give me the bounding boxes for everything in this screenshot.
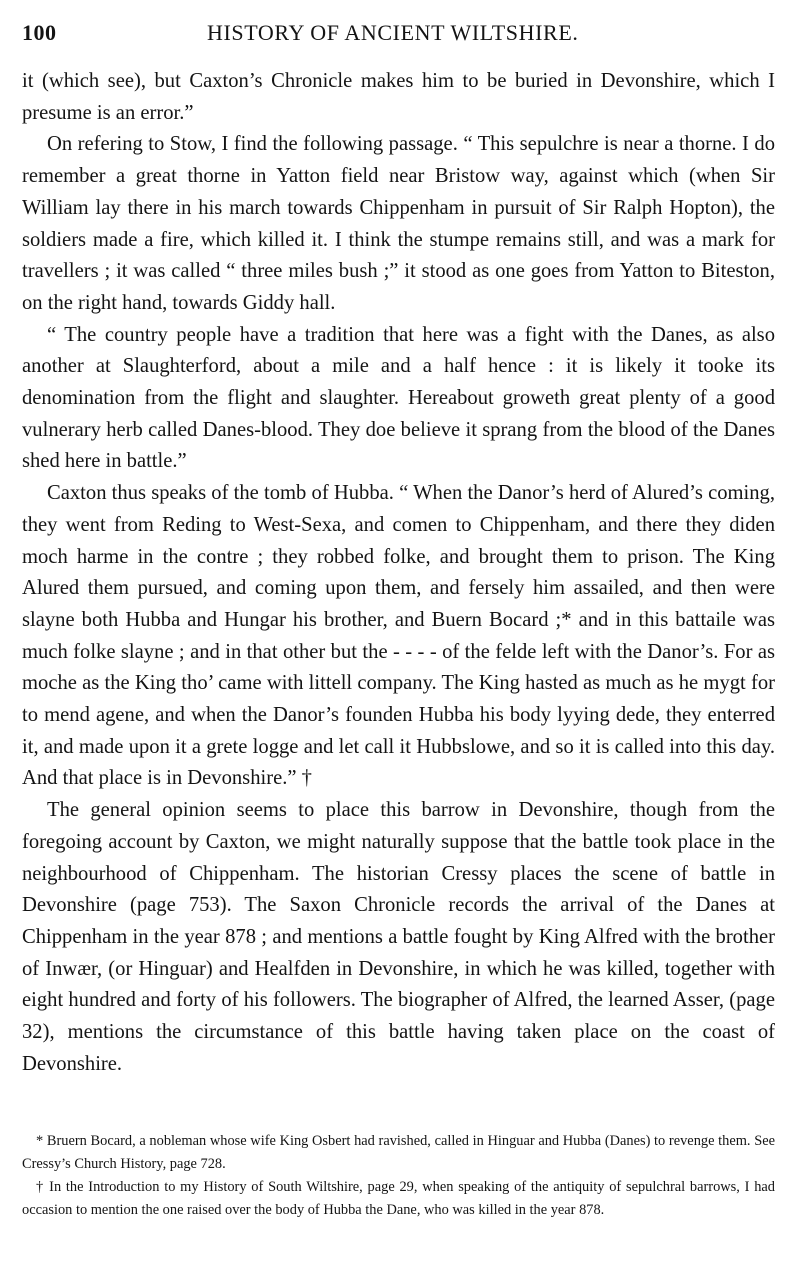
running-title: HISTORY OF ANCIENT WILTSHIRE. bbox=[207, 20, 579, 45]
footnote-asterisk: * Bruern Bocard, a nobleman whose wife King Osbert had ravished, called in Hinguar and Hubba (Danes) to revenge them. See Cressy’s Church History, page 728. bbox=[22, 1133, 775, 1172]
paragraph-general-opinion: The general opinion seems to place this barrow in Devonshire, though from the foregoing account by Caxton, we might naturally suppose that the battle took place in the neighbourhood of Chippenham. The historian Cressy places the scene of battle in Devonshire (page 753). The Saxon Chronicle records the arrival of the Danes at Chippenham in the year 878 ; and mentions a battle fought by King Alfred with the brother of Inwær, (or Hinguar) and Healfden in Devonshire, in which he was killed, together with eight hundred and forty of his followers. The biographer of Alfred, the learned Asser, (page 32), mentions the circumstance of this battle having taken place on the coast of Devonshire. bbox=[22, 799, 775, 1075]
paragraph-continued: it (which see), but Caxton’s Chronicle makes him to be buried in Devonshire, which I presume is an error.” bbox=[22, 70, 775, 124]
footnotes bbox=[22, 1130, 775, 1222]
paragraph-caxton-hubba: Caxton thus speaks of the tomb of Hubba. “ When the Danor’s herd of Alured’s coming, they went from Reding to West-Sexa, and comen to Chippenham, and there they diden moch harme in the contre ; they robbed folke, and brought them to prison. The King Alured them pursued, and coming upon them, and fersely him assailed, and then were slayne both Hubba and Hungar his brother, and Buern Bocard ;* and in this battaile was much folke slayne ; and in that other but the - - - - of the felde left with the Danor’s. For as moche as the King tho’ came with littell company. The King hasted as much as he mygt for to mend agene, and when the Danor’s founden Hubba his body lyying dede, they enterred it, and made upon it a grete logge and let call it Hubbslowe, and so it is called into this day. And that place is in Devonshire.” † bbox=[22, 482, 775, 790]
paragraph-stow-passage: On refering to Stow, I find the following passage. “ This sepulchre is near a thorne. I do remember a great thorne in Yatton field near Bristow way, against which (when Sir William lay there in his march towards Chippenham in pursuit of Sir Ralph Hopton), the soldiers made a fire, which killed it. I think the stumpe remains still, and was a mark for travellers ; it was called “ three miles bush ;” it stood as one goes from Yatton to Biteston, on the right hand, towards Giddy hall. bbox=[22, 133, 775, 314]
paragraph-danes-tradition: “ The country people have a tradition that here was a fight with the Danes, as also another at Slaughterford, about a mile and a half hence : it is likely it tooke its denomination from the flight and slaughter. Hereabout groweth great plenty of a good vulnerary herb called Danes-blood. They doe believe it sprang from the blood of the Danes shed here in battle.” bbox=[22, 323, 775, 473]
page-number: 100 bbox=[22, 20, 57, 45]
body-text bbox=[22, 66, 775, 1081]
footnote-dagger: † In the Introduction to my History of South Wiltshire, page 29, when speaking of the antiquity of sepulchral barrows, I had occasion to mention the one raised over the body of Hubba the Dane, who was killed in the year 878. bbox=[22, 1179, 775, 1218]
page-header bbox=[22, 14, 778, 50]
